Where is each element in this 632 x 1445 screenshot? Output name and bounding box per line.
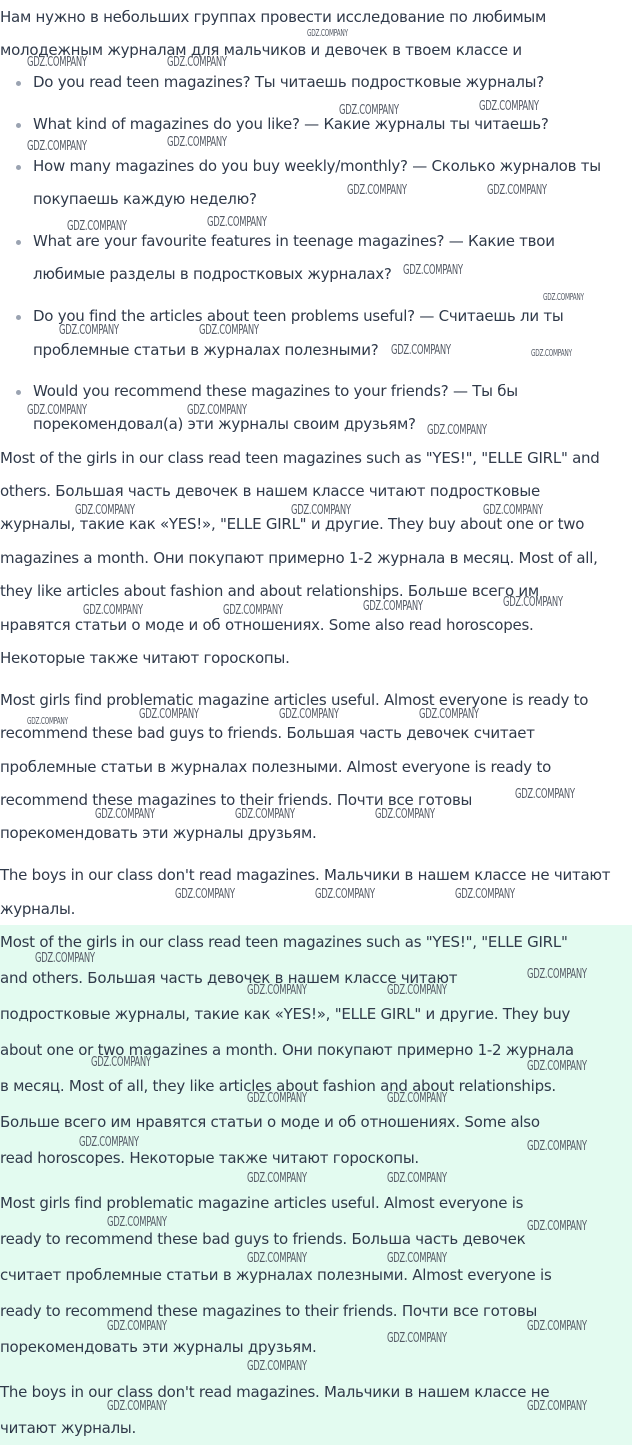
watermark: GDZ.COMPANY <box>527 1139 587 1154</box>
bullet-icon <box>16 123 21 128</box>
watermark: GDZ.COMPANY <box>27 55 87 70</box>
answer-line: журналы, такие как «YES!», "ELLE GIRL" и другие. They buy about one or two <box>0 515 585 533</box>
answer-line: The boys in our class don't read magazines. Мальчики в нашем классе не читают <box>0 866 611 884</box>
watermark: GDZ.COMPANY <box>107 1319 167 1334</box>
answer-line: others. Большая часть девочек в нашем классе читают подростковые <box>0 482 540 500</box>
watermark: GDZ.COMPANY <box>427 423 487 438</box>
watermark: GDZ.COMPANY <box>483 503 543 518</box>
bullet-icon <box>16 81 21 86</box>
answer-line: порекомендовать эти журналы друзьям. <box>0 1338 317 1356</box>
answer-line: and others. Большая часть девочек в нашем классе читают <box>0 969 458 987</box>
watermark: GDZ.COMPANY <box>419 707 479 722</box>
question-text: How many magazines do you buy weekly/monthly? — Сколько журналов ты <box>33 157 601 175</box>
watermark: GDZ.COMPANY <box>27 403 87 418</box>
answer-line: Most girls find problematic magazine articles useful. Almost everyone is ready to <box>0 691 589 709</box>
answer-line: проблемные статьи в журналах полезными. Almost everyone is ready to <box>0 758 552 776</box>
watermark: GDZ.COMPANY <box>139 707 199 722</box>
question-text: порекомендовал(а) эти журналы своим друзьям? <box>33 415 416 433</box>
watermark: GDZ.COMPANY <box>503 595 563 610</box>
question-text: любимые разделы в подростковых журналах? <box>33 265 392 283</box>
watermark: GDZ.COMPANY <box>67 219 127 234</box>
answer-line: считает проблемные статьи в журналах полезными. Almost everyone is <box>0 1266 552 1284</box>
watermark: GDZ.COMPANY <box>375 807 435 822</box>
watermark: GDZ.COMPANY <box>387 1331 447 1346</box>
watermark: GDZ.COMPANY <box>291 503 351 518</box>
answer-line: подростковые журналы, такие как «YES!», "ELLE GIRL" и другие. They buy <box>0 1005 571 1023</box>
watermark: GDZ.COMPANY <box>527 967 587 982</box>
answer-line: Некоторые также читают гороскопы. <box>0 649 290 667</box>
answer-line: The boys in our class don't read magazines. Мальчики в нашем классе не <box>0 1383 550 1401</box>
bullet-icon <box>16 240 21 245</box>
watermark: GDZ.COMPANY <box>531 348 572 359</box>
watermark: GDZ.COMPANY <box>307 28 348 39</box>
watermark: GDZ.COMPANY <box>91 1055 151 1070</box>
watermark: GDZ.COMPANY <box>187 403 247 418</box>
question-text: Do you read teen magazines? Ты читаешь подростковые журналы? <box>33 73 544 91</box>
answer-line: порекомендовать эти журналы друзьям. <box>0 824 317 842</box>
bullet-icon <box>16 390 21 395</box>
watermark: GDZ.COMPANY <box>235 807 295 822</box>
watermark: GDZ.COMPANY <box>35 951 95 966</box>
question-text: Do you find the articles about teen problems useful? — Считаешь ли ты <box>33 307 564 325</box>
watermark: GDZ.COMPANY <box>247 1091 307 1106</box>
answer-line: ready to recommend these bad guys to friends. Больша часть девочек <box>0 1230 526 1248</box>
answer-line: нравятся статьи о моде и об отношениях. Some also read horoscopes. <box>0 616 534 634</box>
answer-line: Most of the girls in our class read teen magazines such as "YES!", "ELLE GIRL" and <box>0 449 600 467</box>
watermark: GDZ.COMPANY <box>527 1399 587 1414</box>
watermark: GDZ.COMPANY <box>339 103 399 118</box>
watermark: GDZ.COMPANY <box>107 1399 167 1414</box>
watermark: GDZ.COMPANY <box>515 787 575 802</box>
question-text: Would you recommend these magazines to your friends? — Ты бы <box>33 382 518 400</box>
answer-line: recommend these bad guys to friends. Бoльшая часть девочек считает <box>0 724 535 742</box>
watermark: GDZ.COMPANY <box>27 716 68 727</box>
watermark: GDZ.COMPANY <box>95 807 155 822</box>
watermark: GDZ.COMPANY <box>387 983 447 998</box>
answer-line: Most girls find problematic magazine articles useful. Almost everyone is <box>0 1194 524 1212</box>
watermark: GDZ.COMPANY <box>247 1171 307 1186</box>
watermark: GDZ.COMPANY <box>167 135 227 150</box>
answer-line: Больше всего им нравятся статьи о моде и об отношениях. Some also <box>0 1113 540 1131</box>
watermark: GDZ.COMPANY <box>79 1135 139 1150</box>
question-text: проблемные статьи в журналах полезными? <box>33 341 379 359</box>
watermark: GDZ.COMPANY <box>387 1091 447 1106</box>
watermark: GDZ.COMPANY <box>487 183 547 198</box>
watermark: GDZ.COMPANY <box>207 215 267 230</box>
answer-line: журналы. <box>0 900 76 918</box>
watermark: GDZ.COMPANY <box>167 55 227 70</box>
watermark: GDZ.COMPANY <box>387 1251 447 1266</box>
bullet-icon <box>16 165 21 170</box>
watermark: GDZ.COMPANY <box>27 139 87 154</box>
bullet-icon <box>16 315 21 320</box>
answer-line: about one or two magazines a month. Они покупают примерно 1-2 журнала <box>0 1041 574 1059</box>
answer-line: читают журналы. <box>0 1419 137 1437</box>
watermark: GDZ.COMPANY <box>347 183 407 198</box>
question-text: покупаешь каждую неделю? <box>33 190 257 208</box>
answer-line: в месяц. Most of all, they like articles about fashion and about relationships. <box>0 1077 556 1095</box>
answer-line: read horoscopes. Некоторые также читают гороскопы. <box>0 1149 419 1167</box>
intro-line-2: молодежным журналам для мальчиков и девочек в твоем классе и <box>0 41 522 59</box>
watermark: GDZ.COMPANY <box>279 707 339 722</box>
watermark: GDZ.COMPANY <box>387 1171 447 1186</box>
watermark: GDZ.COMPANY <box>247 1251 307 1266</box>
watermark: GDZ.COMPANY <box>75 503 135 518</box>
watermark: GDZ.COMPANY <box>223 603 283 618</box>
watermark: GDZ.COMPANY <box>403 263 463 278</box>
watermark: GDZ.COMPANY <box>59 323 119 338</box>
watermark: GDZ.COMPANY <box>107 1215 167 1230</box>
watermark: GDZ.COMPANY <box>175 887 235 902</box>
watermark: GDZ.COMPANY <box>527 1219 587 1234</box>
watermark: GDZ.COMPANY <box>455 887 515 902</box>
watermark: GDZ.COMPANY <box>527 1059 587 1074</box>
watermark: GDZ.COMPANY <box>247 1359 307 1374</box>
watermark: GDZ.COMPANY <box>479 99 539 114</box>
watermark: GDZ.COMPANY <box>315 887 375 902</box>
answer-line: magazines a month. Они покупают примерно 1-2 журнала в месяц. Most of all, <box>0 549 598 567</box>
watermark: GDZ.COMPANY <box>527 1319 587 1334</box>
question-text: What are your favourite features in teenage magazines? — Какие твои <box>33 232 555 250</box>
intro-line-1: Нам нужно в небольших группах провести исследование по любимым <box>0 8 547 26</box>
answer-line: Most of the girls in our class read teen magazines such as "YES!", "ELLE GIRL" <box>0 933 568 951</box>
watermark: GDZ.COMPANY <box>247 983 307 998</box>
watermark: GDZ.COMPANY <box>199 323 259 338</box>
answer-line: they like articles about fashion and about relationships. Больше всего им <box>0 582 539 600</box>
answer-line: recommend these magazines to their friends. Почти все готовы <box>0 791 473 809</box>
question-text: What kind of magazines do you like? — Какие журналы ты читаешь? <box>33 115 549 133</box>
watermark: GDZ.COMPANY <box>543 292 584 303</box>
watermark: GDZ.COMPANY <box>83 603 143 618</box>
watermark: GDZ.COMPANY <box>363 599 423 614</box>
answer-highlight-block <box>0 925 632 1445</box>
watermark: GDZ.COMPANY <box>391 343 451 358</box>
answer-line: ready to recommend these magazines to their friends. Почти все готовы <box>0 1302 538 1320</box>
